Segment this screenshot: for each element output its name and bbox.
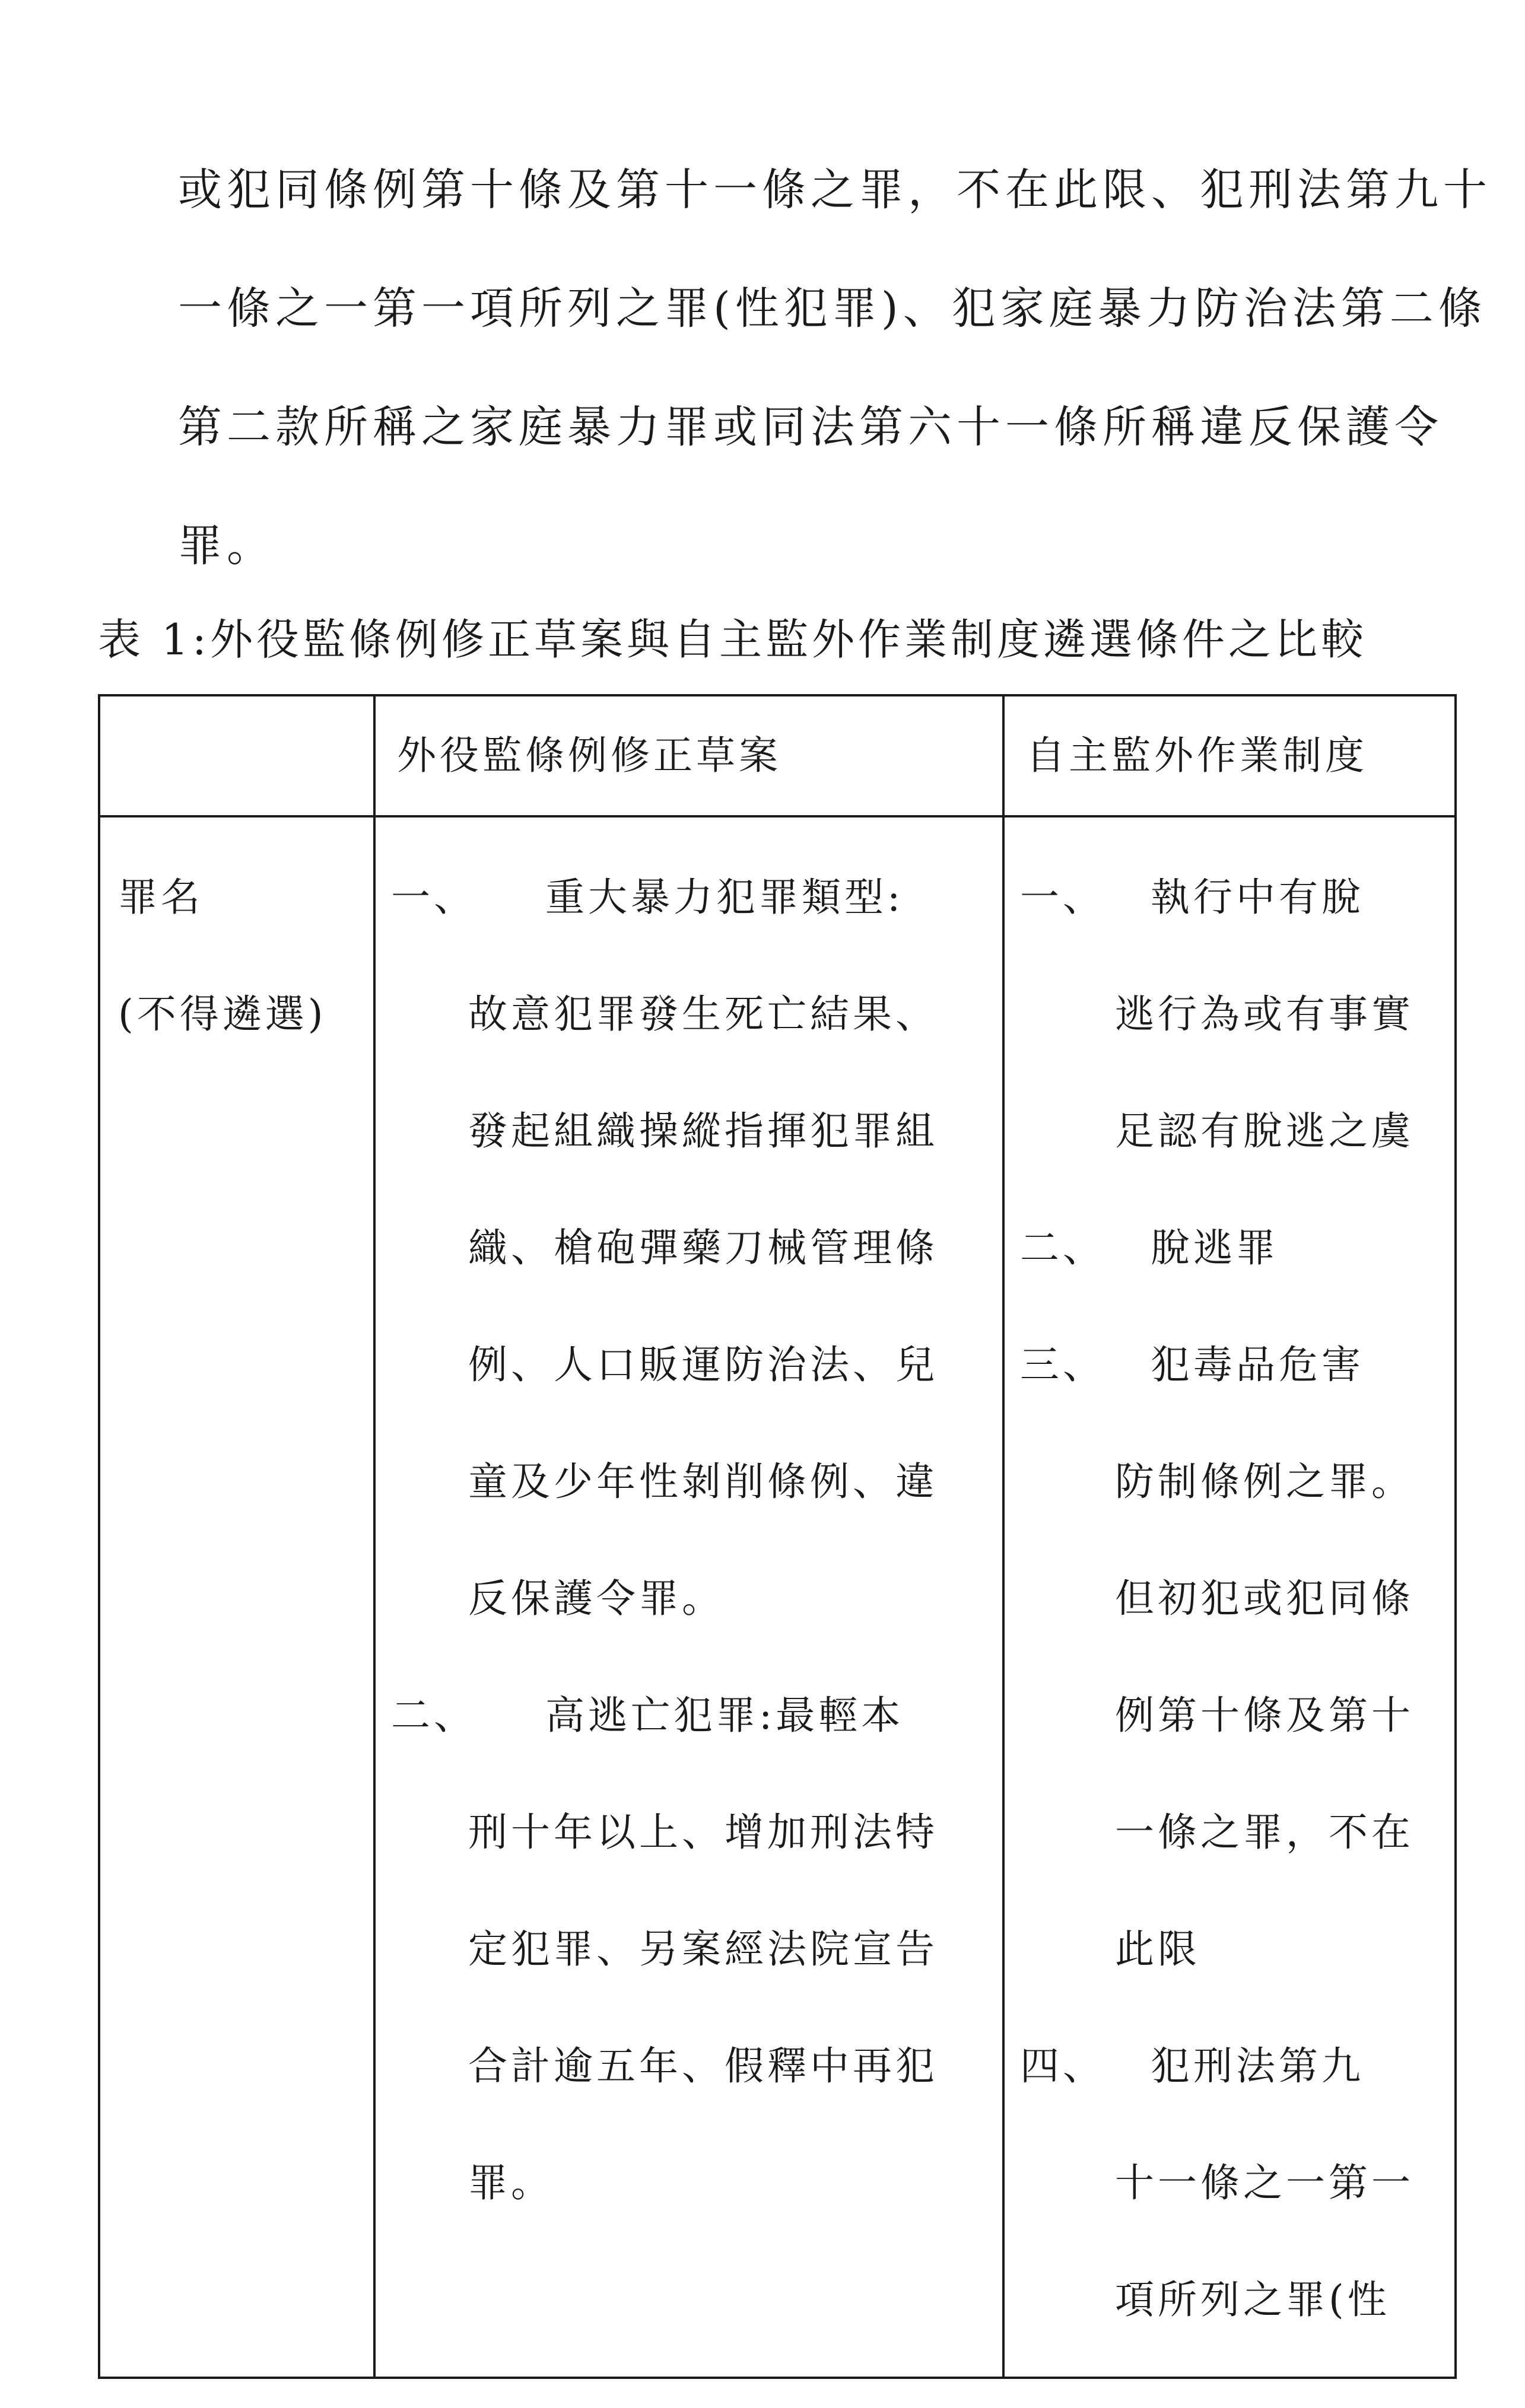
criteria-item-heading	[1020, 1306, 1447, 1423]
intro-line: 或犯同條例第十條及第十一條之罪，不在此限、犯刑法第九十	[178, 164, 1492, 215]
item-number: 二、	[391, 1693, 476, 1738]
criteria-line: 此限	[1115, 1926, 1200, 1972]
self-managed-criteria-cell	[1020, 839, 1447, 2358]
intro-line: 罪。	[178, 520, 275, 571]
criteria-line: 合計逾五年、假釋中再犯	[468, 2043, 938, 2089]
table-header-divider	[100, 815, 1454, 817]
criteria-line: 例、人口販運防治法、兒	[468, 1342, 938, 1388]
row-label-note: (不得遴選)	[118, 991, 327, 1037]
criteria-item-heading	[1020, 1189, 1447, 1306]
item-number: 一、	[391, 874, 476, 920]
criteria-line: 童及少年性剝削條例、違	[468, 1459, 938, 1504]
criteria-line: 防制條例之罪。	[1115, 1459, 1414, 1504]
criteria-line: 但初犯或犯同條	[1115, 1576, 1414, 1621]
criteria-item-heading	[1020, 2008, 1447, 2124]
comparison-table	[98, 694, 1457, 2379]
item-title: 犯刑法第九	[1151, 2043, 1364, 2089]
table-divider	[373, 696, 376, 2377]
item-title: 脫逃罪	[1151, 1225, 1279, 1271]
item-title: 高逃亡犯罪:最輕本	[545, 1693, 904, 1738]
criteria-line: 例第十條及第十	[1115, 1693, 1414, 1738]
item-title: 犯毒品危害	[1151, 1342, 1364, 1388]
row-label-cell	[118, 839, 367, 1073]
item-number: 三、	[1020, 1342, 1105, 1388]
criteria-line: 反保護令罪。	[468, 1576, 725, 1621]
item-number: 二、	[1020, 1225, 1105, 1271]
item-number: 四、	[1020, 2043, 1105, 2089]
item-title: 重大暴力犯罪類型:	[545, 874, 904, 920]
item-number: 一、	[1020, 874, 1105, 920]
criteria-line: 一條之罪，不在	[1115, 1809, 1414, 1855]
criteria-line: 項所列之罪(性	[1115, 2277, 1390, 2323]
criteria-line: 發起組織操縱指揮犯罪組	[468, 1108, 938, 1154]
criteria-line: 織、槍砲彈藥刀械管理條	[468, 1225, 938, 1271]
item-title: 執行中有脫	[1151, 874, 1364, 920]
intro-paragraph	[178, 131, 1492, 605]
criteria-line: 刑十年以上、增加刑法特	[468, 1809, 938, 1855]
criteria-item-heading	[391, 1657, 990, 1774]
criteria-item-heading	[391, 839, 990, 956]
amendment-criteria-cell	[391, 839, 990, 2241]
criteria-line: 故意犯罪發生死亡結果、	[468, 991, 938, 1037]
header-amendment-draft: 外役監條例修正草案	[397, 733, 781, 778]
criteria-line: 逃行為或有事實	[1115, 991, 1414, 1037]
criteria-line: 足認有脫逃之虞	[1115, 1108, 1414, 1154]
criteria-item-heading	[1020, 839, 1447, 956]
criteria-line: 十一條之一第一	[1115, 2160, 1414, 2206]
intro-line: 一條之一第一項所列之罪(性犯罪)、犯家庭暴力防治法第二條	[178, 283, 1487, 334]
criteria-line: 罪。	[468, 2160, 554, 2206]
table-caption: 表 1:外役監條例修正草案與自主監外作業制度遴選條件之比較	[98, 615, 1367, 664]
row-label-title: 罪名	[118, 874, 204, 920]
table-divider	[1002, 696, 1005, 2377]
intro-line: 第二款所稱之家庭暴力罪或同法第六十一條所稱違反保護令	[178, 402, 1443, 453]
criteria-line: 定犯罪、另案經法院宣告	[468, 1926, 938, 1972]
header-self-managed-work: 自主監外作業制度	[1026, 733, 1368, 778]
